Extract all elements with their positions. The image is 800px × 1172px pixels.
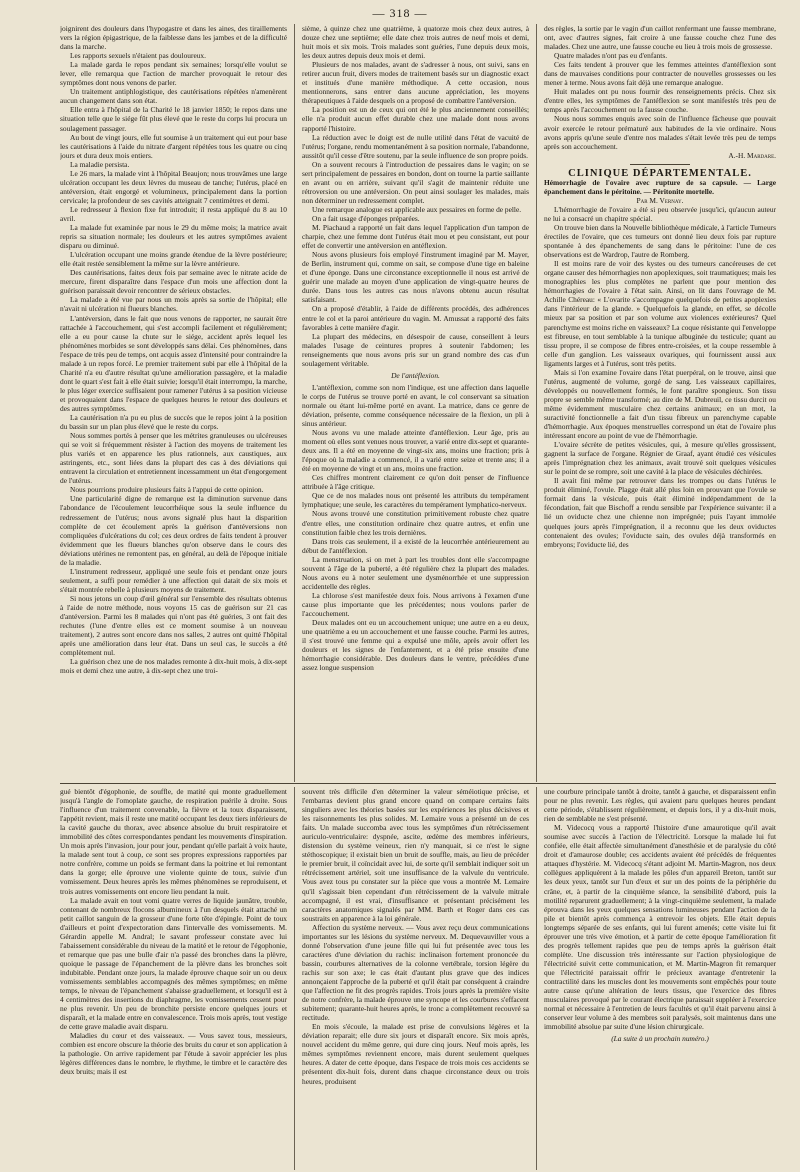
paragraph: Dans trois cas seulement, il a existé de la leucorrhée antérieurement au début de l'antéflexion. xyxy=(302,536,529,555)
paragraph: Nous avons trouvé une constitution primitivement robuste chez quatre d'entre elles, une constitution ordinaire chez quatre autres, et enfin une constitution faible chez les trois dernières. xyxy=(302,509,529,537)
centered-heading: De l'antéflexion. xyxy=(391,370,440,380)
paragraph: Si nous jetons un coup d'œil général sur l'ensemble des résultats obtenus à l'aide de notre méthode, nous voyons 15 cas de guérison sur 21 cas d'antéversion. Parmi les 8 malades qui n'ont pas été guéries, 3 ont fait des rechutes (l'une d'entre elles est ce moment soumise à un nouveau traitement), 2 autres sont encore dans nos salles, 2 autres ont quitté l'hôpital après une amélioration dans leur état. Dans un seul cas, le succès a été complètement nul. xyxy=(60,593,287,658)
paragraph: joignirent des douleurs dans l'hypogastre et dans les aines, des tiraillements vers la région épigastrique, de la faiblesse dans les jambes et de la difficulté dans la marche. xyxy=(60,24,287,52)
paragraph: La malade garda le repos pendant six semaines; lorsqu'elle voulut se lever, elle remarqua que l'action de marcher provoquait le retour des symptômes dont nous venons de parler. xyxy=(60,60,287,88)
paragraph: Plusieurs de nos malades, avant de s'adresser à nous, ont suivi, sans en retirer aucun fruit, divers modes de traitement basés sur un diagnostic exact et institués d'une manière méthodique. A cette occasion, nous mentionnerons, sans entrer dans aucune appréciation, les moyens thérapeutiques à l'aide desquels on a proposé de combattre l'antéversion. xyxy=(302,60,529,106)
paragraph: M. Videcocq vous a rapporté l'histoire d'une amaurotique qu'il avait soumise avec succès à l'action de l'électricité. Lorsque la malade lui fut confiée, elle était affectée simultanément d'anesthésie et de paralysie du côté droit et d'amaurose double; ces accidents avaient été précédés de fréquentes attaques d'hystérie. M. Videcocq s'étant adjoint M. Martin-Magron, nos deux collègues appliquèrent à la malade les pôles d'un appareil Breton, tantôt sur les deux yeux, tantôt sur l'un d'eux et sur un des points de la périphérie du crâne, et, à partir de la cinquième séance, la sensibilité d'abord, puis la motilité reparurent graduellement; à la vingt-cinquième seulement, la malade éprouva dans les yeux quelques sensations lumineuses pendant l'action de la pile et bientôt après commença à entrevoir les objets. Elle était depuis longtemps séparée de ses enfants, qui lui furent amenés; cette visite lui fit éprouver une très vive émotion, et à partir de cette époque l'amélioration fit des progrès tellement rapides que peu de temps après la guérison était complète. Une discussion très intéressante sur l'action physiologique de l'électricité suivit cette communication, et M. Martin-Magron fit remarquer que l'électricité paraissait offrir le précieux avantage d'entretenir la contractilité dans les muscles dont les mouvements sont empêchés pour toute autre cause qu'une altération de leurs tissus, que l'exercice des fibres musculaires provoqué par le courant électrique paraissait suppléer à l'exercice normal et nécessaire à l'entretien de leurs facultés et qu'il était parvenu ainsi à conserver leur volume à des membres soit paralysés, soit maintenus dans une immobilité absolue par suite d'une lésion chirurgicale. xyxy=(544,823,776,1032)
paragraph: gué bientôt d'égophonie, de souffle, de matité qui monte graduellement jusqu'à l'angle de l'omoplate gauche, de respiration puérile à droite. Sous l'influence d'un traitement convenable, la fièvre et la toux disparaissent, l'appétit revient, mais il reste une matité occupant les deux tiers inférieurs de la cavité gauche du thorax, avec absence absolue du bruit respiratoire et immobilité des côtes correspondantes pendant les mouvements d'inspiration. Un mois après l'invasion, jour pour jour, pendant qu'elle parlait à voix haute, la malade sent tout à coup, ce sont ses propres expressions rapportées par notre confrère, comme un poids se fermant dans la poitrine et lui remontant dans la gorge; elle éprouve une violente quinte de toux, suivie d'un vomissement. Deux heures après les mêmes phénomènes se reproduisent, et trois autres vomissements ont encore lieu pendant la nuit. xyxy=(60,787,287,896)
column-divider xyxy=(536,787,537,1170)
paragraph: Affection du système nerveux. — Vous avez reçu deux communications importantes sur les lésions du système nerveux. M. Dequevauviller vous a donné l'observation d'une jeune fille qui lui fut présentée avec tous les caractères d'une déviation du rachis: inclinaison fortement prononcée du bassin, courbures alternatives de la colonne vertébrale, torsion légère du rachis sur son axe; le cas était d'autant plus grave que des indices annonçaient l'approche de la puberté et qu'il était par conséquent à craindre que l'affection ne fit des progrès rapides. Trois jours après la première visite de notre confrère, la malade éprouve une syncope et les courbures s'effacent subitement; quarante-huit heures après, le tronc a complètement recouvré sa rectitude. xyxy=(302,922,529,1023)
paragraph: L'ovaire sécrète de petites vésicules, qui, à mesure qu'elles grossissent, gagnent la surface de l'organe. Régnier de Graaf, ayant étudié ces vésicules après l'imprégnation chez les animaux, avait trouvé soit quelques vésicules sur le point de se rompre, soit une cavité à la place de vésicules déchirées. xyxy=(544,440,776,477)
paragraph: Huit malades ont pu nous fournir des renseignements précis. Chez six d'entre elles, les symptômes de l'antéflexion se sont manifestés très peu de temps après l'accouchement ou la fausse couche. xyxy=(544,87,776,115)
paragraph: La menstruation, si on met à part les troubles dont elle s'accompagne souvent à l'âge de la puberté, a été régulière chez la plupart des malades. Nous avons eu à noter seulement une dysménorrhée et une suppression accidentelle des règles. xyxy=(302,554,529,591)
paragraph: La malade a été vue par nous un mois après sa sortie de l'hôpital; elle n'avait ni ulcération ni flueurs blanches. xyxy=(60,295,287,314)
paragraph: On trouve bien dans la Nouvelle bibliothèque médicale, à l'article Tumeurs érectiles de l'ovaire, que ces tumeurs ont donné lieu deux fois par rupture spontanée à des épanchements de sang dans le péritoine: l'une de ces observations est de Wardrop, l'autre de Romberg. xyxy=(544,222,776,260)
paragraph: M. Piachaud a rapporté un fait dans lequel l'application d'un tampon de charpie, chez une femme dont l'utérus était mou et peu consistant, eut pour effet de convertir une antéversion en antéflexion. xyxy=(302,223,529,251)
paragraph: La position est un de ceux qui ont été le plus anciennement conseillés; elle n'a produit aucun effet durable chez une malade dont nous avons rapporté l'histoire. xyxy=(302,105,529,133)
paragraph: Nous sommes portés à penser que les métrites granuleuses ou ulcéreuses qui se voit si fréquemment résister à l'action des moyens de traitement les plus variés et en apparence les plus rationnels, aux caustiques, aux astringents, etc., sont liées dans la plupart des cas à des déviations qui entravent la circulation et entretiennent incessamment un état d'engorgement de l'utérus. xyxy=(60,431,287,486)
paragraph: Nous avons vu une malade atteinte d'antéflexion. Leur âge, pris au moment où elles sont venues nous trouver, a varié entre dix-sept et quarante-deux ans. Il a été en moyenne de vingt-six ans, moins une fraction; pris à l'époque où la maladie a commencé, il a varié entre seize et trente ans; il a été en moyenne de vingt et un ans, moins une fraction. xyxy=(302,428,529,474)
paragraph: La malade fut examinée par nous le 29 du même mois; la matrice avait repris sa situation normale; les douleurs et les autres symptômes avaient disparu ou diminué. xyxy=(60,223,287,251)
paragraph: Mais si l'on examine l'ovaire dans l'état puerpéral, on le trouve, ainsi que l'utérus, augmenté de volume, gorgé de sang. Les vaisseaux capillaires, développés ou nouvellement formés, le font paraître spongieux. Son tissu propre se semble même transformé; au dire de M. Dubreuil, ce tissu durcit ou même évidemment musculaire chez certains animaux; en un mot, la suractivité fonctionnelle a fait d'un tissu fibreux un parenchyme capable d'hémorrhagie. Aux époques menstruelles correspond un état de l'ovaire plus intéressant encore au point de vue de l'hémorrhagie. xyxy=(544,367,776,441)
paragraph: Quatre malades n'ont pas eu d'enfants. xyxy=(554,51,668,61)
column-1 xyxy=(60,24,287,782)
paragraph: Maladies du cœur et des vaisseaux. — Vous savez tous, messieurs, combien est encore obscure la théorie des bruits du cœur et son application à la pathologie. On arrive rapidement par l'étude à savoir apprécier les plus légères différences dans le nombre, le rhythme, le timbre et le caractère des deux bruits; mais il est xyxy=(60,1031,287,1077)
paragraph: Deux malades ont eu un accouchement unique; une autre en a eu deux, une quatrième a eu un accouchement et une fausse couche. Parmi les autres, il s'est trouvé une femme qui a expulsé une môle, après avoir offert les douleurs et les signes de l'enfantement, et a été prise ensuite d'une hémorrhagie considérable. Des douleurs dans le ventre, précédées d'une assez longue suspension xyxy=(302,618,529,673)
paragraph: Elle entra à l'hôpital de la Charité le 18 janvier 1850; le repos dans une situation telle que le siége fût plus élevé que le reste du corps lui procura un soulagement passager. xyxy=(60,105,287,133)
page-number: — 318 — xyxy=(372,6,428,20)
paragraph: Il avait fini même par retrouver dans les trompes ou dans l'utérus le produit éliminé, l'ovule. Plagge était allé plus loin en prouvant que l'ovule se formait dans la vésicule, puis était éliminé indépendamment de la fécondation, fait que Bischoff a rendu sensible par l'expérience suivante: il a lié un oviducte chez une chienne non imprégnée; puis l'ayant immolée quelques jours après l'imprégnation, il a reconnu que les deux oviductes contenaient des ovules; l'oviducte sain, des ovules déjà transformés en embryons; l'oviducte lié, des xyxy=(544,476,776,549)
paragraph: Des cautérisations, faites deux fois par semaine avec le nitrate acide de mercure, firent disparaître dans l'espace d'un mois une affection dont la guérison paraissait devoir rencontrer de sérieux obstacles. xyxy=(60,268,287,296)
column-divider xyxy=(294,24,295,782)
centered-heading: (La suite à un prochain numéro.) xyxy=(611,1034,709,1044)
paragraph: souvent très difficile d'en déterminer la valeur séméiotique précise, et l'embarras devient plus grand encore quand on compare certains faits singuliers avec les théories basées sur les expériences les plus décisives et les raisonnements les plus solides. M. Lemaire vous a présenté un de ces faits. Un malade succomba avec tous les symptômes d'un rétrécissement auriculo-ventriculaire: dyspnée, ascite, œdème des membres inférieurs, distension du système veineux, rien n'y manquait, si ce n'est le signe stéthoscopique; il existait bien un bruit de souffle, mais, au lieu de précéder le premier bruit, il coïncidait avec lui, de sorte qu'il semblait indiquer soit un rétrécissement artériel, soit une insuffisance de la valvule du ventricule. Vous avez tous pu constater sur la pièce que vous a montrée M. Lemaire qu'il s'agissait bien cependant d'un rétrécissement de la valvule mitrale accompagné, il est vrai, d'insuffisance et présentant précisément les caractères anatomiques signalés par MM. Barth et Roger dans ces cas soustraits en apparence à la loi générale. xyxy=(302,787,529,923)
paragraph: La guérison chez une de nos malades remonte à dix-huit mois, à dix-sept mois et demi chez une autre, à dix-sept chez une troi- xyxy=(60,657,287,676)
paragraph: La chlorose s'est manifestée deux fois. Nous arrivons à l'examen d'une cause plus importante que les précédentes; nous voulons parler de l'accouchement. xyxy=(302,590,529,618)
section-divider xyxy=(60,783,776,784)
paragraph: La cautérisation n'a pu eu plus de succès que le repos joint à la position du bassin sur un plan plus élevé que le reste du corps. xyxy=(60,413,287,432)
paragraph: Le 26 mars, la malade vint à l'hôpital Beaujon; nous trouvâmes une large ulcération occupant les deux lèvres du museau de tanche; l'utérus, placé en antéversion, était engorgé et volumineux, principalement dans la portion cervicale; la profondeur de ses cavités atteignait 7 centimètres et demi. xyxy=(60,168,287,205)
paragraph: Nous avons plusieurs fois employé l'instrument imaginé par M. Mayer, de Berlin, instrument qui, comme on sait, se compose d'une tige en baleine et d'une éponge. Dans une circonstance exceptionnelle il nous est arrivé de guérir une malade au moyen d'une application de vingt-quatre heures de durée. Dans tous les autres cas nous n'avons obtenu aucun résultat satisfaisant. xyxy=(302,250,529,305)
signature: A.-H. Mardare. xyxy=(728,150,776,160)
paragraph: Nous nous sommes enquis avec soin de l'influence fâcheuse que pouvait avoir exercée le retour prématuré aux habitudes de la vie ordinaire. Nous avons appris qu'une seule d'entre nos malades s'était levée très peu de temps après son accouchement. xyxy=(544,114,776,151)
paragraph: Le redresseur à flexion fixe fut introduit; il resta appliqué du 8 au 10 avril. xyxy=(60,204,287,223)
paragraph: L'antéversion, dans le fait que nous venons de rapporter, ne saurait être rattachée à l'accouchement, qui s'est accompli facilement et régulièrement; elle a eu pour cause la chute sur le siége, accident après lequel les phénomènes morbides se sont développés sans délai. Ces phénomènes, dans l'espace de très peu de temps, ont acquis assez d'intensité pour contraindre la malade à un repos forcé. Le premier traitement subi par elle à l'hôpital de la Charité n'a eu d'autre résultat qu'une amélioration passagère, et la maladie dont le quart s'est fait à elle était suivie; lorsqu'il était interrompu, la marche, le plus léger exercice suffisaient pour ramener l'utérus à sa position vicieuse et provoquaient dans l'espace de quelques heures le retour des douleurs et des autres symptômes. xyxy=(60,313,287,413)
paragraph: Ces faits tendent à prouver que les femmes atteintes d'antéflexion sont dans de mauvaises conditions pour contracter de nouvelles grossesses ou les mener à terme. Nous avons fait déjà une remarque analogue. xyxy=(544,60,776,88)
column-2 xyxy=(302,24,529,782)
paragraph: L'instrument redresseur, appliqué une seule fois et pendant onze jours seulement, a suffi pour remédier à une affection qui datait de six mois et s'était montrée rebelle à plusieurs moyens de traitement. xyxy=(60,566,287,594)
paragraph: Les rapports sexuels n'étaient pas douloureux. xyxy=(70,51,206,61)
paragraph: Ces chiffres montrent clairement ce qu'on doit penser de l'influence attribuée à l'âge critique. xyxy=(302,473,529,492)
paragraph: des règles, la sortie par le vagin d'un caillot renfermant une fausse membrane, ont, avec d'autres signes, fait croire à une fausse couche chez l'une des malades. Chez une autre, une fausse couche eu lieu à trois mois de grossesse. xyxy=(544,24,776,52)
paragraph: Au bout de vingt jours, elle fut soumise à un traitement qui eut pour base les cautérisations à l'aide du nitrate d'argent répétées tous les quatre ou cinq jours et dura deux mois entiers. xyxy=(60,132,287,160)
paragraph: Il est moins rare de voir des kystes ou des tumeurs cancéreuses de cet organe causer des hémorrhagies non apoplexiques, soit traumatiques; mais les monographies les plus complètes ne parlent que pour mention des hémorrhagies de l'ovaire à l'état sain. Ainsi, on lit dans l'ouvrage de M. Achille Chéreau: « L'ovarite s'accompagne quelquefois de petites apoplexies dans l'intérieur de la glande. » Quelquefois la glande, en effet, se décolle mieux par sa position et par son volume aux violences extérieures? Quel parenchyme est moins riche en vaisseaux? La coque résistante qui l'enveloppe est fibreuse, en tout semblable à la tunique albuginée du testicule; quant au tissu propre, il se compose de fibres entre-croisées, et la coupe ressemble à celle d'un ganglion. Les vaisseaux ovariques, qui fournissent aussi aux ligaments larges et à l'utérus, sont très petits. xyxy=(544,259,776,368)
column-divider xyxy=(294,787,295,1170)
column-6 xyxy=(544,787,776,1170)
article-author: Par M. Vernay. xyxy=(636,195,684,205)
paragraph: La réduction avec le doigt est de nulle utilité dans l'état de vacuité de l'utérus; l'organe, rendu momentanément à sa position normale, l'abandonne, aussitôt qu'il cesse d'être soutenu, par la seule influence de son propre poids. xyxy=(302,132,529,160)
paragraph: En mois s'écoule, la malade est prise de convulsions légères et la déviation reparait; elle dure six jours et disparaît encore. Six mois après, nouvel accident du même genre, qui dure cinq jours. Neuf mois après, les mêmes symptômes reviennent encore, mais durent seulement quelques heures. A dater de cette époque, dans l'espace de trois mois ces accidents se présentent dix-huit fois, durent dans chaque circonstance deux ou trois heures, produisent xyxy=(302,1022,529,1086)
paragraph: On a proposé d'établir, à l'aide de différents procédés, des adhérences entre le col et la paroi antérieure du vagin. M. Amussat a rapporté des faits favorables à cette manière d'agir. xyxy=(302,304,529,332)
paragraph: L'hémorrhagie de l'ovaire a été si peu observée jusqu'ici, qu'aucun auteur ne lui a consacré un chapitre spécial. xyxy=(544,204,776,223)
column-divider xyxy=(536,24,537,782)
section-title: CLINIQUE DÉPARTEMENTALE. xyxy=(568,167,752,179)
paragraph: Une remarque analogue est applicable aux pessaires en forme de pelle. xyxy=(312,204,522,214)
paragraph: Un traitement antiphlogistique, des cautérisations répétées n'amenèrent aucun changement dans son état. xyxy=(60,87,287,106)
column-3 xyxy=(544,24,776,782)
paragraph: On a souvent recours à l'introduction de pessaires dans le vagin; on se sert principalement de pessaires en bondon, dont on tourne la partie saillante en avant ou en arrière, suivant qu'il s'agit de maintenir réduite une rétroversion ou une antéversion. On peut ainsi soulager les malades, mais non déterminer un redressement complet. xyxy=(302,159,529,205)
paragraph: sième, à quinze chez une quatrième, à quatorze mois chez deux autres, à douze chez une septième; elle date chez trois autres de neuf mois et demi, huit mois et six mois. Trois malades sont guéries, l'une depuis deux mois, les deux autres depuis deux mois et demi. xyxy=(302,24,529,61)
paragraph: On a fait usage d'éponges préparées. xyxy=(312,213,420,223)
paragraph: La maladie persista. xyxy=(70,159,130,169)
paragraph: Une particularité digne de remarque est la diminution survenue dans l'abondance de l'écoulement leucorrhéique sous la seule influence du redressement de l'utérus; nous avons signalé plus haut la disparition complète de cet écoulement après la guérison d'antéversions non compliquées d'ulcérations du col; ces deux ordres de faits tendent à prouver évidemment que les flueurs blanches qu'on observe dans le cours des déviations utérines ne remontent pas, en général, au delà de l'époque initiale de la maladie. xyxy=(60,494,287,567)
paragraph: La plupart des médecins, en désespoir de cause, conseillent à leurs malades l'usage de ceintures propres à soutenir l'abdomen; les renseignements que nous avons pris sur un grand nombre des cas d'un soulagement véritable. xyxy=(302,331,529,368)
column-4 xyxy=(60,787,287,1170)
paragraph: une courbure principale tantôt à droite, tantôt à gauche, et disparaissent enfin pour ne plus revenir. Les règles, qui avaient paru quelques heures pendant cette période, s'établissent régulièrement, et depuis lors, il y a dix-huit mois, rien de semblable ne s'est présenté. xyxy=(544,787,776,824)
paragraph: L'ulcération occupant une moins grande étendue de la lèvre postérieure; elle était restée sensiblement la même sur la lèvre antérieure. xyxy=(60,250,287,269)
paragraph: Nous pourrions produire plusieurs faits à l'appui de cette opinion. xyxy=(70,485,264,495)
separator-rule xyxy=(630,164,690,165)
column-5 xyxy=(302,787,529,1170)
paragraph: La malade avait en tout vomi quatre verres de liquide jaunâtre, trouble, contenant de nombreux flocons albumineux à l'un desquels était attaché un petit caillot sanguin de la grosseur d'une forte tête d'épingle. Point de toux d'ailleurs et point d'expectoration dans l'intervalle des vomissements. M. Gérardin appelle M. Andral; le savant professeur constate avec lui l'abaissement considérable du niveau de la matité et le retour de l'égophonie, et remarque que pas une bulle d'air n'a passé des bronches dans la plèvre, quoique le passage de l'épanchement de la plèvre dans les bronches soit indubitable. Pendant onze jours, la malade éprouve chaque soir un ou deux vomissements semblables accompagnés des mêmes symptômes; en même temps, le niveau de l'épanchement s'abaisse graduellement, et lorsqu'il est à 4 centimètres des insertions du diaphragme, les vomissements cessent pour ne plus revenir. Un peu de bronchite persiste encore quelques jours et disparaît, et la malade entre en convalescence. Trois mois après, tout vestige de cette grave maladie avait disparu. xyxy=(60,895,287,1032)
paragraph: L'antéflexion, comme son nom l'indique, est une affection dans laquelle le corps de l'utérus se trouve porté en avant, le col conservant sa situation normale ou étant lui-même porté en avant. La matrice, dans ce genre de déviation, présente, comme conséquence nécessaire de la flexion, un pli à sinus antérieur. xyxy=(302,382,529,429)
article-title: Hémorrhagie de l'ovaire avec rupture de sa capsule. — Large épanchement dans le péritoine. — Péritonite mortelle. xyxy=(544,177,776,196)
paragraph: Que ce de nos malades nous ont présenté les attributs du tempérament lymphatique; une seule, les caractères du tempérament lymphatico-nerveux. xyxy=(302,491,529,510)
